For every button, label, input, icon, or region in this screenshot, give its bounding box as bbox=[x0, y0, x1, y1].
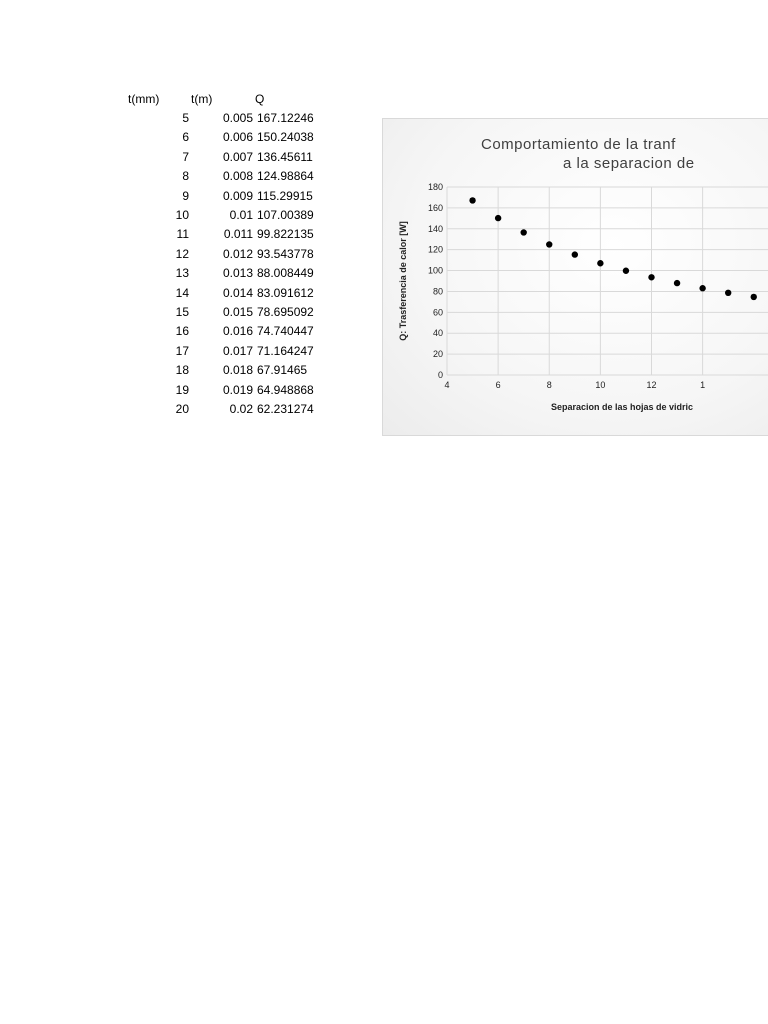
data-point bbox=[648, 274, 654, 280]
table-cell[interactable]: 71.164247 bbox=[257, 343, 314, 358]
table-cell[interactable]: 62.231274 bbox=[257, 402, 314, 416]
table-cell[interactable]: 9 bbox=[182, 188, 189, 203]
data-point bbox=[623, 268, 629, 274]
table-cell[interactable]: 99.822135 bbox=[257, 227, 314, 242]
y-tick-label: 180 bbox=[427, 182, 443, 192]
data-point bbox=[725, 290, 731, 296]
y-tick-label: 140 bbox=[427, 223, 443, 234]
table-header-1: t(m) bbox=[191, 92, 213, 106]
table-cell[interactable]: 19 bbox=[175, 382, 189, 397]
y-tick-label: 120 bbox=[427, 244, 443, 255]
table-cell[interactable]: 0.012 bbox=[222, 246, 253, 261]
y-axis-title: Q: Trasferencia de calor [W] bbox=[398, 221, 408, 341]
table-cell[interactable]: 0.013 bbox=[222, 266, 253, 281]
table-cell[interactable]: 74.740447 bbox=[257, 324, 314, 339]
table-cell[interactable]: 0.01 bbox=[229, 208, 253, 222]
table-cell[interactable]: 0.009 bbox=[222, 188, 253, 203]
table-cell[interactable]: 0.006 bbox=[222, 130, 253, 145]
y-tick-label: 100 bbox=[427, 265, 443, 276]
x-tick-label: 8 bbox=[546, 380, 552, 390]
y-tick-label: 80 bbox=[432, 286, 443, 297]
data-point bbox=[469, 197, 475, 203]
table-cell[interactable]: 0.008 bbox=[222, 169, 253, 184]
table-cell[interactable]: 5 bbox=[182, 111, 189, 125]
table-cell[interactable]: 136.45611 bbox=[257, 149, 313, 164]
y-tick-label: 20 bbox=[432, 349, 443, 360]
table-cell[interactable]: 107.00389 bbox=[257, 208, 314, 222]
x-tick-label: 4 bbox=[444, 380, 450, 390]
x-axis-title: Separacion de las hojas de vidric bbox=[551, 402, 694, 412]
table-cell[interactable]: 67.91465 bbox=[257, 363, 308, 378]
data-point bbox=[674, 280, 680, 286]
table-cell[interactable]: 0.014 bbox=[222, 285, 253, 300]
table-cell[interactable]: 93.543778 bbox=[257, 246, 314, 261]
data-point bbox=[751, 294, 757, 300]
table-cell[interactable]: 0.017 bbox=[222, 343, 253, 358]
data-point bbox=[520, 229, 526, 235]
data-point bbox=[546, 241, 552, 247]
data-point bbox=[495, 215, 501, 221]
table-cell[interactable]: 88.008449 bbox=[257, 266, 314, 281]
table-cell[interactable]: 20 bbox=[175, 402, 189, 416]
table-cell[interactable]: 64.948868 bbox=[257, 382, 314, 397]
table-cell[interactable]: 14 bbox=[175, 285, 189, 300]
table-cell[interactable]: 124.98864 bbox=[257, 169, 314, 184]
table-cell[interactable]: 150.24038 bbox=[257, 130, 314, 145]
table-cell[interactable]: 16 bbox=[175, 324, 189, 339]
table-header-0: t(mm) bbox=[128, 92, 160, 106]
x-tick-label: 10 bbox=[595, 380, 606, 390]
chart-panel[interactable] bbox=[382, 118, 768, 436]
table-cell[interactable]: 15 bbox=[175, 305, 189, 319]
table-cell[interactable]: 0.011 bbox=[223, 227, 253, 242]
table-cell[interactable]: 0.02 bbox=[229, 402, 253, 416]
data-point bbox=[572, 251, 578, 257]
table-cell[interactable]: 18 bbox=[175, 363, 189, 378]
y-tick-label: 0 bbox=[437, 370, 443, 380]
data-point bbox=[597, 260, 603, 266]
y-tick-label: 40 bbox=[432, 328, 443, 339]
table-cell[interactable]: 0.018 bbox=[222, 363, 253, 378]
table-cell[interactable]: 12 bbox=[175, 246, 189, 261]
y-tick-label: 160 bbox=[427, 202, 443, 213]
table-cell[interactable]: 7 bbox=[182, 149, 189, 164]
table-cell[interactable]: 115.29915 bbox=[257, 188, 313, 203]
table-header-2: Q bbox=[255, 92, 265, 106]
data-point bbox=[699, 285, 705, 291]
table-cell[interactable]: 83.091612 bbox=[257, 285, 314, 300]
table-cell[interactable]: 0.005 bbox=[222, 111, 253, 125]
chart-title-line: Comportamiento de la tranf bbox=[481, 136, 676, 153]
x-tick-label: 12 bbox=[646, 380, 657, 390]
table-cell[interactable]: 6 bbox=[182, 130, 189, 145]
x-tick-label: 1 bbox=[700, 380, 706, 390]
x-tick-label: 6 bbox=[495, 380, 501, 390]
table-cell[interactable]: 78.695092 bbox=[257, 305, 314, 319]
scatter-chart bbox=[383, 119, 768, 436]
table-cell[interactable]: 11 bbox=[176, 227, 189, 242]
table-cell[interactable]: 0.016 bbox=[222, 324, 253, 339]
table-cell[interactable]: 17 bbox=[175, 343, 189, 358]
table-cell[interactable]: 0.007 bbox=[222, 149, 253, 164]
table-cell[interactable]: 167.12246 bbox=[257, 111, 314, 125]
table-cell[interactable]: 13 bbox=[175, 266, 189, 281]
table-cell[interactable]: 0.019 bbox=[222, 382, 253, 397]
chart-title-line: a la separacion de bbox=[563, 155, 695, 172]
table-cell[interactable]: 0.015 bbox=[222, 305, 253, 319]
y-tick-label: 60 bbox=[432, 307, 443, 318]
table-cell[interactable]: 8 bbox=[182, 169, 189, 184]
table-cell[interactable]: 10 bbox=[175, 208, 189, 222]
